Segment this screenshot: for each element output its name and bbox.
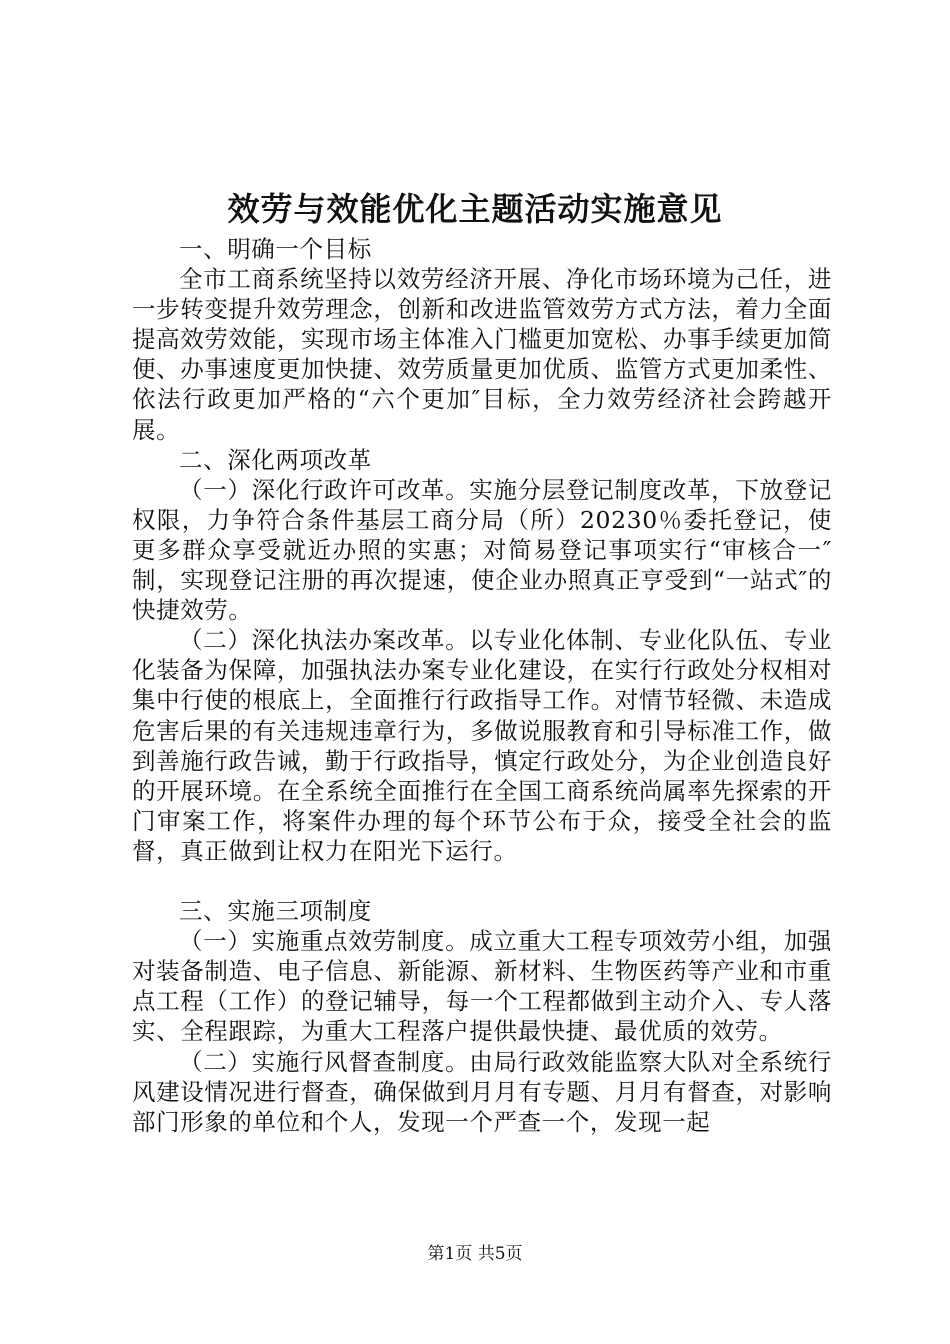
section-heading-1: 一、明确一个目标 <box>179 235 372 263</box>
paragraph-spacer <box>132 866 832 896</box>
section-2-paragraph-2: （二）深化执法办案改革。以专业化体制、专业化队伍、专业化装备为保障，加强执法办案专业化建设，在实行行政处分权相对集中行使的根底上，全面推行行政指导工作。对情节轻微、未造成危害后果的有关违规违章行为，多做说服教育和引导标准工作，做到善施行政告诫，勤于行政指导，慎定行政处分，为企业创造良好的开展环境。在全系统全面推行在全国工商系统尚属率先探索的开门审案工作，将案件办理的每个环节公布于众，接受全社会的监督，真正做到让权力在阳光下运行。 <box>132 626 832 865</box>
section-2-paragraph-1: （一）深化行政许可改革。实施分层登记制度改革，下放登记权限，力争符合条件基层工商分局（所）20230％委托登记，使更多群众享受就近办照的实惠；对简易登记事项实行“审核合一″制，实现登记注册的再次提速，使企业办照真正亨受到“一站式″的快捷效劳。 <box>132 475 832 625</box>
document-body <box>132 234 832 1137</box>
document-title: 效劳与效能优化主题活动实施意见 <box>227 190 723 228</box>
section-heading-3: 三、实施三项制度 <box>179 897 372 926</box>
section-3-paragraph-2: （二）实施行风督查制度。由局行政效能监察大队对全系统行风建设情况进行督查，确保做到月月有专题、月月有督查，对影响部门形象的单位和个人，发现一个严查一个，发现一起 <box>132 1047 832 1136</box>
section-3-paragraph-1: （一）实施重点效劳制度。成立重大工程专项效劳小组，加强对装备制造、电子信息、新能源、新材料、生物医药等产业和市重点工程（工作）的登记辅导，每一个工程都做到主动介入、专人落实、全程跟踪，为重大工程落户提供最快捷、最优质的效劳。 <box>132 927 832 1046</box>
section-1-paragraph-1: 全市工商系统坚持以效劳经济开展、净化市场环境为己任，进一步转变提升效劳理念，创新和改进监管效劳方式方法，着力全面提高效劳效能，实现市场主体准入门槛更加宽松、办事手续更加简便、办事速度更加快捷、效劳质量更加优质、监管方式更加柔性、依法行政更加严格的“六个更加″目标，全力效劳经济社会跨越开展。 <box>132 265 832 444</box>
page-footer: 第1页 共5页 <box>427 1244 523 1264</box>
section-heading-2: 二、深化两项改革 <box>179 445 372 474</box>
